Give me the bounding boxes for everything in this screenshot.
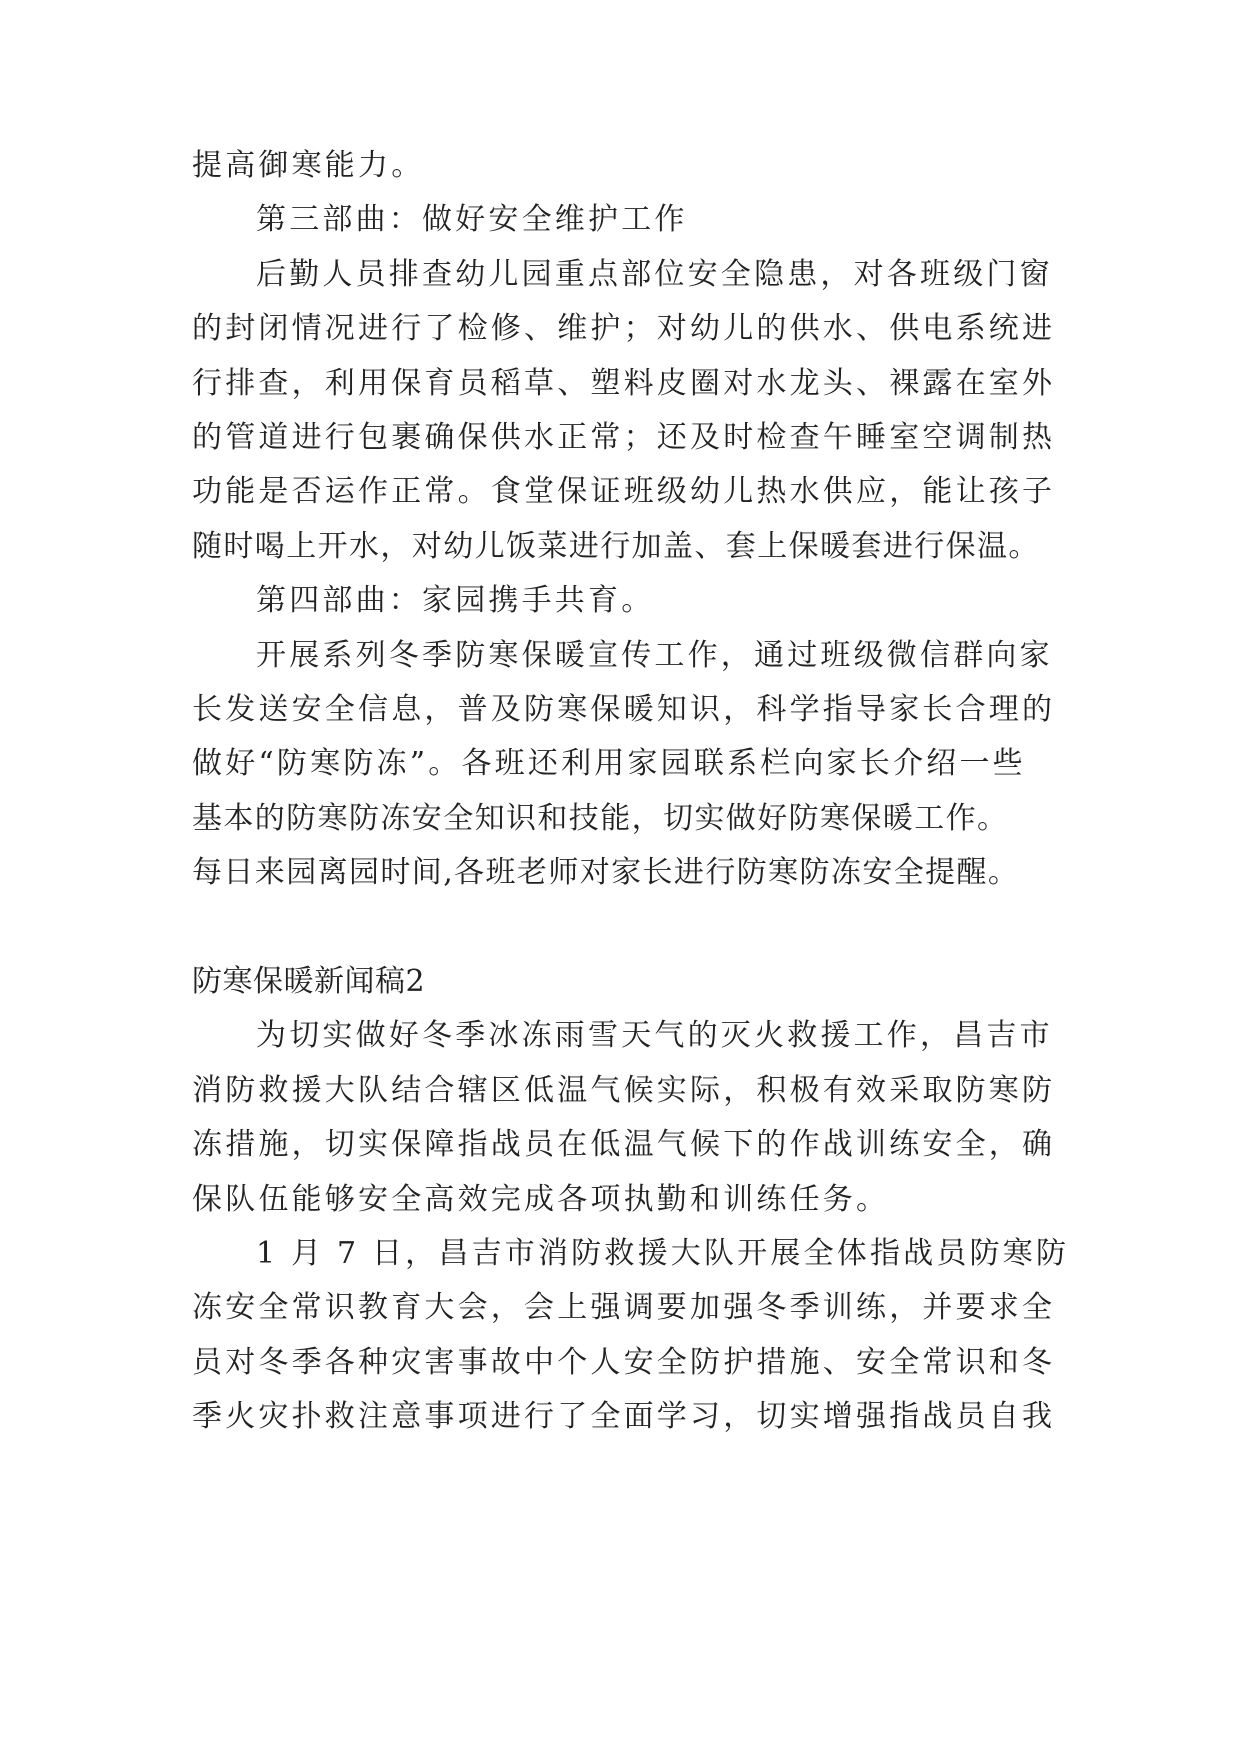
paragraph-line: 每日来园离园时间,各班老师对家长进行防寒防冻安全提醒。 — [192, 855, 1020, 890]
section-heading: 第四部曲：家园携手共育。 — [256, 583, 655, 618]
paragraph-line: 做好“防寒防冻”。各班还利用家园联系栏向家长介绍一些 — [192, 746, 1026, 781]
paragraph-line: 消防救援大队结合辖区低温气候实际，积极有效采取防寒防 — [192, 1073, 1056, 1108]
paragraph-line: 季火灾扑救注意事项进行了全面学习，切实增强指战员自我 — [192, 1399, 1056, 1434]
paragraph-line: 基本的防寒防冻安全知识和技能，切实做好防寒保暖工作。 — [192, 801, 1009, 836]
paragraph-line: 提高御寒能力。 — [192, 148, 425, 183]
paragraph-line: 随时喝上开水，对幼儿饭菜进行加盖、套上保暖套进行保温。 — [192, 529, 1040, 564]
section-heading: 第三部曲：做好安全维护工作 — [256, 202, 688, 237]
paragraph-line: 长发送安全信息，普及防寒保暖知识，科学指导家长合理的 — [192, 692, 1056, 727]
paragraph-line: 后勤人员排查幼儿园重点部位安全隐患，对各班级门窗 — [256, 257, 1053, 292]
paragraph-line: 1 月 7 日，昌吉市消防救援大队开展全体指战员防寒防 — [256, 1236, 1070, 1271]
paragraph-line: 保队伍能够安全高效完成各项执勤和训练任务。 — [192, 1182, 890, 1217]
paragraph-line: 功能是否运作正常。食堂保证班级幼儿热水供应，能让孩子 — [192, 474, 1056, 509]
paragraph-line: 的管道进行包裹确保供水正常；还及时检查午睡室空调制热 — [192, 420, 1056, 455]
paragraph-line: 冻安全常识教育大会，会上强调要加强冬季训练，并要求全 — [192, 1290, 1056, 1325]
paragraph-line: 冻措施，切实保障指战员在低温气候下的作战训练安全，确 — [192, 1127, 1056, 1162]
article-title: 防寒保暖新闻稿2 — [192, 964, 426, 999]
paragraph-line: 的封闭情况进行了检修、维护；对幼儿的供水、供电系统进 — [192, 311, 1056, 346]
paragraph-line: 为切实做好冬季冰冻雨雪天气的灭火救援工作，昌吉市 — [256, 1018, 1053, 1053]
paragraph-line: 行排查，利用保育员稻草、塑料皮圈对水龙头、裸露在室外 — [192, 366, 1056, 401]
paragraph-line: 员对冬季各种灾害事故中个人安全防护措施、安全常识和冬 — [192, 1345, 1056, 1380]
paragraph-line: 开展系列冬季防寒保暖宣传工作，通过班级微信群向家 — [256, 638, 1053, 673]
